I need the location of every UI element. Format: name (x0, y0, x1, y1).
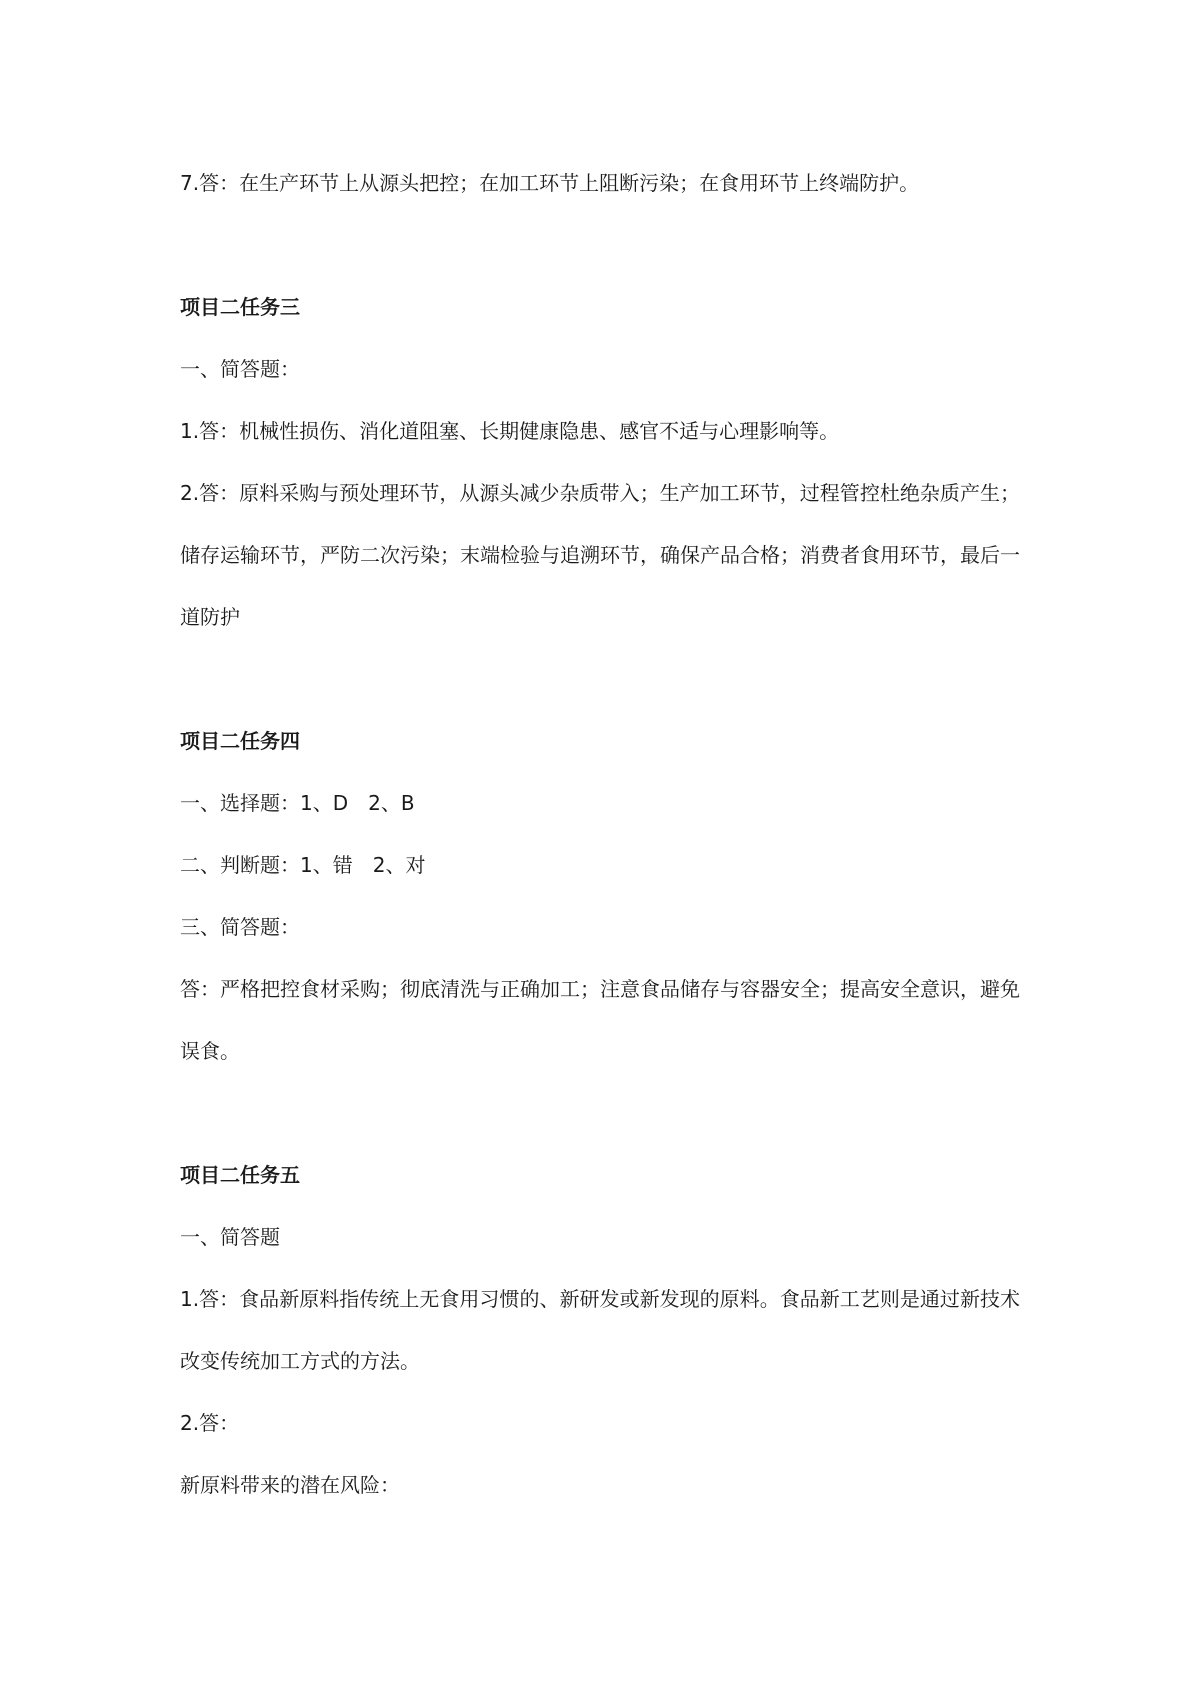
subsection-short-answer: 三、简答题： (180, 915, 300, 939)
answer-text: 答：严格把控食材采购；彻底清洗与正确加工；注意食品储存与容器安全；提高安全意识，避免误食。 (180, 977, 1020, 1063)
answer-2: 2.答：原料采购与预处理环节，从源头减少杂质带入；生产加工环节，过程管控杜绝杂质产生；储存运输环节，严防二次污染；末端检验与追溯环节，确保产品合格；消费者食用环节，最后一道防护 (180, 481, 1020, 629)
document-body (180, 152, 1020, 1516)
answer-2: 2.答： (180, 1411, 240, 1435)
section-title-task5: 项目二任务五 (180, 1163, 300, 1187)
judge-answers: 二、判断题：1、错 2、对 (180, 853, 426, 877)
answer-7: 7.答：在生产环节上从源头把控；在加工环节上阻断污染；在食用环节上终端防护。 (180, 171, 920, 195)
section-title-task3: 项目二任务三 (180, 295, 300, 319)
spacer (180, 648, 1020, 710)
spacer (180, 214, 1020, 276)
section-title-task4: 项目二任务四 (180, 729, 300, 753)
subsection-short-answer: 一、简答题： (180, 357, 300, 381)
choice-answers: 一、选择题：1、D 2、B (180, 791, 415, 815)
spacer (180, 1082, 1020, 1144)
risk-heading: 新原料带来的潜在风险： (180, 1473, 400, 1497)
answer-1: 1.答：机械性损伤、消化道阻塞、长期健康隐患、感官不适与心理影响等。 (180, 419, 840, 443)
answer-1: 1.答：食品新原料指传统上无食用习惯的、新研发或新发现的原料。食品新工艺则是通过新技术改变传统加工方式的方法。 (180, 1287, 1020, 1373)
subsection-short-answer: 一、简答题 (180, 1225, 280, 1249)
